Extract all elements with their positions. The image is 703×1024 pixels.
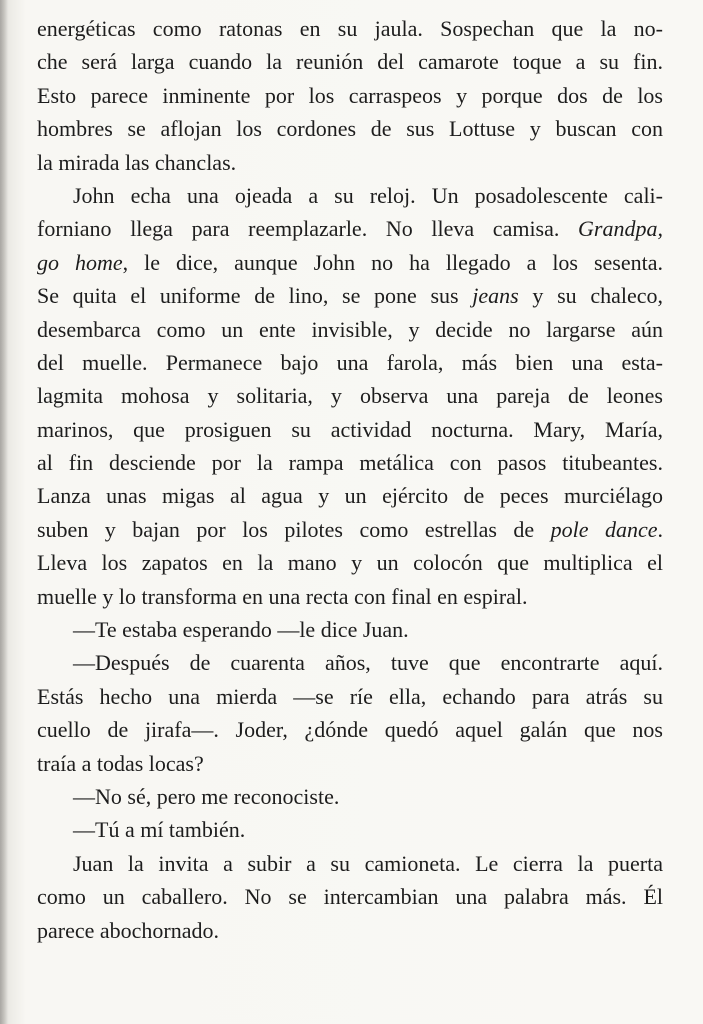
text-run: Lleva los zapatos en la mano y un colocón que multiplica el xyxy=(37,550,663,576)
text-run: la mirada las chanclas. xyxy=(37,149,237,175)
italic-text-run: pole dance xyxy=(550,516,658,542)
text-line xyxy=(37,446,663,479)
text-run: Esto parece inminente por los carraspeos y porque dos de los xyxy=(37,82,663,108)
italic-text-run: Grandpa, xyxy=(578,216,663,242)
text-run: lagmita mohosa y solitaria, y observa una pareja de leones xyxy=(37,383,663,409)
text-line xyxy=(37,313,663,346)
text-line xyxy=(37,413,663,446)
text-line xyxy=(37,646,663,679)
paragraph xyxy=(37,813,663,846)
paragraph xyxy=(37,847,663,947)
text-line xyxy=(37,79,663,112)
text-run: John echa una ojeada a su reloj. Un posadolescente cali- xyxy=(73,182,663,208)
text-run: —No sé, pero me reconociste. xyxy=(73,783,340,809)
text-line xyxy=(37,112,663,145)
text-run: del muelle. Permanece bajo una farola, más bien una esta- xyxy=(37,349,663,375)
text-line xyxy=(37,346,663,379)
text-run: al fin desciende por la rampa metálica con pasos titubeantes. xyxy=(37,450,663,476)
text-run: Estás hecho una mierda —se ríe ella, echando para atrás su xyxy=(37,683,663,709)
text-run: suben y bajan por los pilotes como estrellas de xyxy=(37,516,551,542)
page-gutter-shadow xyxy=(0,0,8,1024)
text-line xyxy=(37,880,663,913)
paragraph xyxy=(37,780,663,813)
text-line xyxy=(37,713,663,746)
text-run: Se quita el uniforme de lino, se pone sus xyxy=(37,283,473,309)
text-line xyxy=(37,680,663,713)
text-run: , le dice, aunque John no ha llegado a los sesenta. xyxy=(122,249,663,275)
text-line xyxy=(37,914,663,947)
text-line xyxy=(37,613,663,646)
text-line xyxy=(37,12,663,45)
text-run: muelle y lo transforma en una recta con final en espiral. xyxy=(37,583,528,609)
text-line xyxy=(37,179,663,212)
text-line xyxy=(37,212,663,245)
text-line xyxy=(37,146,663,179)
italic-text-run: go home xyxy=(37,249,123,275)
text-run: che será larga cuando la reunión del camarote toque a su fin. xyxy=(37,49,663,75)
text-run: —Te estaba esperando —le dice Juan. xyxy=(73,617,409,643)
paragraph xyxy=(37,12,663,179)
text-run: —Después de cuarenta años, tuve que encontrarte aquí. xyxy=(73,650,663,676)
italic-text-run: jeans xyxy=(472,283,519,309)
text-run: y su chaleco, xyxy=(518,283,663,309)
text-run: . xyxy=(657,516,664,542)
text-line xyxy=(37,780,663,813)
paragraph xyxy=(37,613,663,646)
text-run: marinos, que prosiguen su actividad nocturna. Mary, María, xyxy=(37,416,663,442)
text-line xyxy=(37,246,663,279)
text-run: hombres se aflojan los cordones de sus Lottuse y buscan con xyxy=(37,116,663,142)
text-run: Juan la invita a subir a su camioneta. Le cierra la puerta xyxy=(73,850,663,876)
text-run: —Tú a mí también. xyxy=(73,817,246,843)
text-run: desembarca como un ente invisible, y decide no largarse aún xyxy=(37,316,663,342)
paragraph xyxy=(37,646,663,780)
text-line xyxy=(37,479,663,512)
text-line xyxy=(37,279,663,312)
text-line xyxy=(37,747,663,780)
text-run: forniano llega para reemplazarle. No lleva camisa. xyxy=(37,216,579,242)
text-line xyxy=(37,513,663,546)
text-run: cuello de jirafa—. Joder, ¿dónde quedó aquel galán que nos xyxy=(37,717,663,743)
text-line xyxy=(37,379,663,412)
text-line xyxy=(37,813,663,846)
text-line xyxy=(37,45,663,78)
text-run: traía a todas locas? xyxy=(37,750,204,776)
body-text xyxy=(37,12,663,947)
text-line xyxy=(37,546,663,579)
text-run: Lanza unas migas al agua y un ejército de peces murciélago xyxy=(37,483,663,509)
text-line xyxy=(37,847,663,880)
text-run: parece abochornado. xyxy=(37,917,220,943)
text-run: como un caballero. No se intercambian una palabra más. Él xyxy=(37,884,663,910)
text-run: energéticas como ratonas en su jaula. Sospechan que la no- xyxy=(37,16,663,41)
text-line xyxy=(37,580,663,613)
paragraph xyxy=(37,179,663,613)
